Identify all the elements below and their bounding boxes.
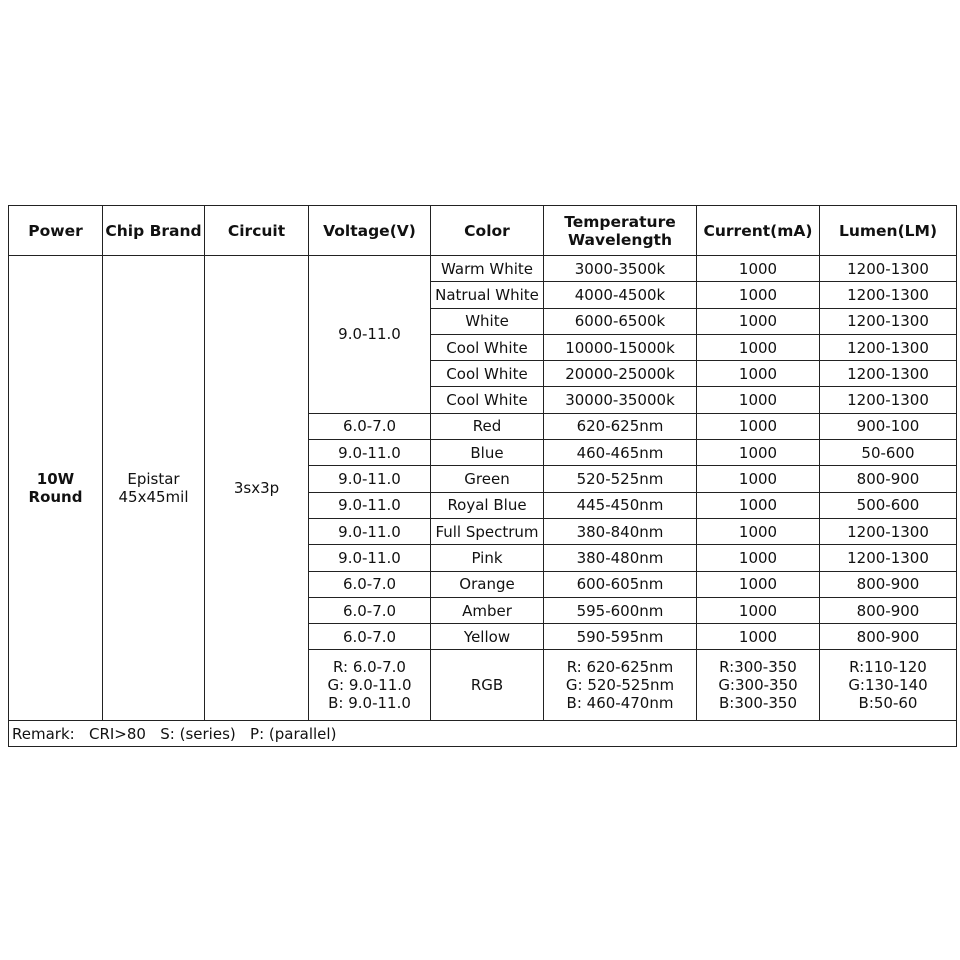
spec-body bbox=[9, 256, 957, 747]
circuit-cell: 3sx3p bbox=[205, 256, 309, 721]
voltage-cell: 6.0-7.0 bbox=[309, 597, 431, 623]
temp-cell: 520-525nm bbox=[544, 466, 697, 492]
lumen-cell: 1200-1300 bbox=[820, 334, 957, 360]
remark-cell: Remark: CRI>80 S: (series) P: (parallel) bbox=[9, 721, 957, 747]
voltage-cell: 9.0-11.0 bbox=[309, 518, 431, 544]
temp-cell: 590-595nm bbox=[544, 624, 697, 650]
lumen-cell: 1200-1300 bbox=[820, 282, 957, 308]
current-cell: 1000 bbox=[697, 361, 820, 387]
lumen-cell: 1200-1300 bbox=[820, 256, 957, 282]
header-voltage: Voltage(V) bbox=[309, 206, 431, 256]
voltage-cell: 9.0-11.0 bbox=[309, 545, 431, 571]
temp-cell: 620-625nm bbox=[544, 413, 697, 439]
color-cell: Royal Blue bbox=[431, 492, 544, 518]
header-temperature: Temperature Wavelength bbox=[544, 206, 697, 256]
current-cell: 1000 bbox=[697, 571, 820, 597]
header-lumen: Lumen(LM) bbox=[820, 206, 957, 256]
header-current: Current(mA) bbox=[697, 206, 820, 256]
current-cell: 1000 bbox=[697, 334, 820, 360]
current-cell: 1000 bbox=[697, 492, 820, 518]
current-cell: 1000 bbox=[697, 440, 820, 466]
temp-cell: 595-600nm bbox=[544, 597, 697, 623]
color-cell: Green bbox=[431, 466, 544, 492]
lumen-cell: 500-600 bbox=[820, 492, 957, 518]
lumen-cell: 1200-1300 bbox=[820, 387, 957, 413]
table-row bbox=[9, 256, 957, 282]
temp-cell: 6000-6500k bbox=[544, 308, 697, 334]
header-color: Color bbox=[431, 206, 544, 256]
color-cell: White bbox=[431, 308, 544, 334]
color-cell: Warm White bbox=[431, 256, 544, 282]
current-cell: 1000 bbox=[697, 597, 820, 623]
lumen-cell: 900-100 bbox=[820, 413, 957, 439]
lumen-cell: 800-900 bbox=[820, 571, 957, 597]
temp-cell: 380-840nm bbox=[544, 518, 697, 544]
color-cell: Cool White bbox=[431, 361, 544, 387]
lumen-cell: 50-600 bbox=[820, 440, 957, 466]
voltage-cell: 6.0-7.0 bbox=[309, 624, 431, 650]
current-cell: 1000 bbox=[697, 466, 820, 492]
color-cell: Full Spectrum bbox=[431, 518, 544, 544]
current-cell: 1000 bbox=[697, 518, 820, 544]
current-cell: 1000 bbox=[697, 387, 820, 413]
color-cell: Blue bbox=[431, 440, 544, 466]
lumen-cell: 1200-1300 bbox=[820, 308, 957, 334]
color-cell: Cool White bbox=[431, 334, 544, 360]
lumen-cell: 1200-1300 bbox=[820, 518, 957, 544]
header-row bbox=[9, 206, 957, 256]
temp-cell: 4000-4500k bbox=[544, 282, 697, 308]
chip-brand-cell: Epistar 45x45mil bbox=[103, 256, 205, 721]
rgb-color-cell: RGB bbox=[431, 650, 544, 721]
temp-cell: 460-465nm bbox=[544, 440, 697, 466]
current-cell: 1000 bbox=[697, 413, 820, 439]
remark-row bbox=[9, 721, 957, 747]
color-cell: Natrual White bbox=[431, 282, 544, 308]
current-cell: 1000 bbox=[697, 308, 820, 334]
voltage-cell: 6.0-7.0 bbox=[309, 413, 431, 439]
current-cell: 1000 bbox=[697, 624, 820, 650]
current-cell: 1000 bbox=[697, 545, 820, 571]
voltage-cell: 9.0-11.0 bbox=[309, 466, 431, 492]
temp-cell: 3000-3500k bbox=[544, 256, 697, 282]
voltage-cell: 9.0-11.0 bbox=[309, 492, 431, 518]
temp-cell: 20000-25000k bbox=[544, 361, 697, 387]
rgb-voltage-cell: R: 6.0-7.0 G: 9.0-11.0 B: 9.0-11.0 bbox=[309, 650, 431, 721]
rgb-current-cell: R:300-350 G:300-350 B:300-350 bbox=[697, 650, 820, 721]
current-cell: 1000 bbox=[697, 256, 820, 282]
color-cell: Orange bbox=[431, 571, 544, 597]
temp-cell: 30000-35000k bbox=[544, 387, 697, 413]
lumen-cell: 1200-1300 bbox=[820, 361, 957, 387]
color-cell: Pink bbox=[431, 545, 544, 571]
lumen-cell: 800-900 bbox=[820, 597, 957, 623]
color-cell: Red bbox=[431, 413, 544, 439]
temp-cell: 600-605nm bbox=[544, 571, 697, 597]
color-cell: Yellow bbox=[431, 624, 544, 650]
temp-cell: 445-450nm bbox=[544, 492, 697, 518]
temp-cell: 380-480nm bbox=[544, 545, 697, 571]
current-cell: 1000 bbox=[697, 282, 820, 308]
header-power: Power bbox=[9, 206, 103, 256]
color-cell: Cool White bbox=[431, 387, 544, 413]
lumen-cell: 800-900 bbox=[820, 624, 957, 650]
white-voltage-cell: 9.0-11.0 bbox=[309, 256, 431, 414]
power-cell: 10W Round bbox=[9, 256, 103, 721]
lumen-cell: 1200-1300 bbox=[820, 545, 957, 571]
temp-cell: 10000-15000k bbox=[544, 334, 697, 360]
color-cell: Amber bbox=[431, 597, 544, 623]
lumen-cell: 800-900 bbox=[820, 466, 957, 492]
rgb-lumen-cell: R:110-120 G:130-140 B:50-60 bbox=[820, 650, 957, 721]
voltage-cell: 9.0-11.0 bbox=[309, 440, 431, 466]
voltage-cell: 6.0-7.0 bbox=[309, 571, 431, 597]
header-chip-brand: Chip Brand bbox=[103, 206, 205, 256]
header-circuit: Circuit bbox=[205, 206, 309, 256]
spec-table bbox=[8, 205, 957, 747]
rgb-temp-cell: R: 620-625nm G: 520-525nm B: 460-470nm bbox=[544, 650, 697, 721]
